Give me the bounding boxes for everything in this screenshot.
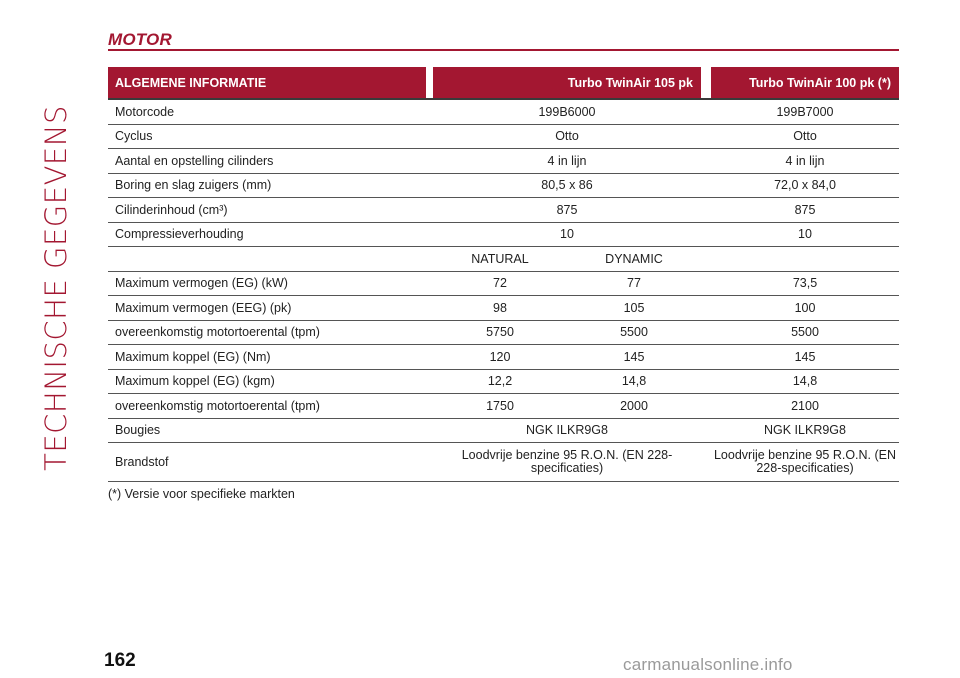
table-row xyxy=(108,320,899,345)
row-label: Boring en slag zuigers (mm) xyxy=(108,173,426,198)
table-row xyxy=(108,271,899,296)
table-row xyxy=(108,222,899,247)
cell-twinair-105: 10 xyxy=(433,222,701,247)
cell-twinair-100: 4 in lijn xyxy=(711,149,899,174)
cell-dynamic: 2000 xyxy=(567,394,701,419)
header-twinair-100: Turbo TwinAir 100 pk (*) xyxy=(711,67,899,99)
table-row xyxy=(108,443,899,482)
cell-twinair-100: 5500 xyxy=(711,320,899,345)
cell-twinair-100: 72,0 x 84,0 xyxy=(711,173,899,198)
row-label: overeenkomstig motortoerental (tpm) xyxy=(108,394,426,419)
cell-twinair-105: 80,5 x 86 xyxy=(433,173,701,198)
header-general-info: ALGEMENE INFORMATIE xyxy=(108,67,426,99)
table-row xyxy=(108,296,899,321)
cell-natural: 1750 xyxy=(433,394,567,419)
watermark: carmanualsonline.info xyxy=(623,655,793,674)
row-label: Bougies xyxy=(108,418,426,443)
cell-twinair-100: 10 xyxy=(711,222,899,247)
cell-twinair-100: Loodvrije benzine 95 R.O.N. (EN 228-specificaties) xyxy=(711,443,899,482)
row-label: Cilinderinhoud (cm³) xyxy=(108,198,426,223)
table-row xyxy=(108,198,899,223)
header-twinair-105: Turbo TwinAir 105 pk xyxy=(433,67,701,99)
cell-twinair-100: 2100 xyxy=(711,394,899,419)
cell-twinair-105: 199B6000 xyxy=(433,99,701,124)
cell-twinair-100: 875 xyxy=(711,198,899,223)
row-label: Maximum koppel (EG) (kgm) xyxy=(108,369,426,394)
cell-twinair-105: 875 xyxy=(433,198,701,223)
table-header-row xyxy=(108,67,899,99)
cell-twinair-100: NGK ILKR9G8 xyxy=(711,418,899,443)
cell-twinair-100: 145 xyxy=(711,345,899,370)
page-number: 162 xyxy=(104,650,136,671)
page-title: MOTOR xyxy=(108,30,172,49)
mode-dynamic-label: DYNAMIC xyxy=(567,247,701,272)
cell-twinair-105: NGK ILKR9G8 xyxy=(433,418,701,443)
row-label: Brandstof xyxy=(108,443,426,482)
row-label: Maximum vermogen (EEG) (pk) xyxy=(108,296,426,321)
cell-natural: 120 xyxy=(433,345,567,370)
footnote: (*) Versie voor specifieke markten xyxy=(108,487,295,501)
cell-natural: 72 xyxy=(433,271,567,296)
row-label: Cyclus xyxy=(108,124,426,149)
cell-twinair-100: 73,5 xyxy=(711,271,899,296)
cell-twinair-105: Otto xyxy=(433,124,701,149)
cell-dynamic: 105 xyxy=(567,296,701,321)
cell-dynamic: 14,8 xyxy=(567,369,701,394)
cell-dynamic: 5500 xyxy=(567,320,701,345)
row-label: Maximum koppel (EG) (Nm) xyxy=(108,345,426,370)
row-label: Aantal en opstelling cilinders xyxy=(108,149,426,174)
table-row xyxy=(108,173,899,198)
cell-twinair-105: 4 in lijn xyxy=(433,149,701,174)
cell-dynamic: 145 xyxy=(567,345,701,370)
title-divider xyxy=(108,49,899,51)
table-row xyxy=(108,369,899,394)
cell-twinair-100: 199B7000 xyxy=(711,99,899,124)
table-row xyxy=(108,99,899,124)
header-gap xyxy=(426,67,433,99)
table-row xyxy=(108,418,899,443)
table-row xyxy=(108,149,899,174)
header-gap xyxy=(701,67,711,99)
row-label: Motorcode xyxy=(108,99,426,124)
row-label: overeenkomstig motortoerental (tpm) xyxy=(108,320,426,345)
drive-mode-row xyxy=(108,247,899,272)
table-row xyxy=(108,394,899,419)
row-label: Compressieverhouding xyxy=(108,222,426,247)
cell-dynamic: 77 xyxy=(567,271,701,296)
cell-natural: 98 xyxy=(433,296,567,321)
cell-natural: 12,2 xyxy=(433,369,567,394)
cell-twinair-100: 100 xyxy=(711,296,899,321)
table-row xyxy=(108,345,899,370)
cell-twinair-100: 14,8 xyxy=(711,369,899,394)
row-label: Maximum vermogen (EG) (kW) xyxy=(108,271,426,296)
engine-spec-table xyxy=(108,67,899,482)
mode-natural-label: NATURAL xyxy=(433,247,567,272)
side-section-title: TECHNISCHE GEGEVENS xyxy=(39,105,73,471)
table-row xyxy=(108,124,899,149)
cell-natural: 5750 xyxy=(433,320,567,345)
cell-twinair-105: Loodvrije benzine 95 R.O.N. (EN 228-specificaties) xyxy=(433,443,701,482)
cell-twinair-100: Otto xyxy=(711,124,899,149)
